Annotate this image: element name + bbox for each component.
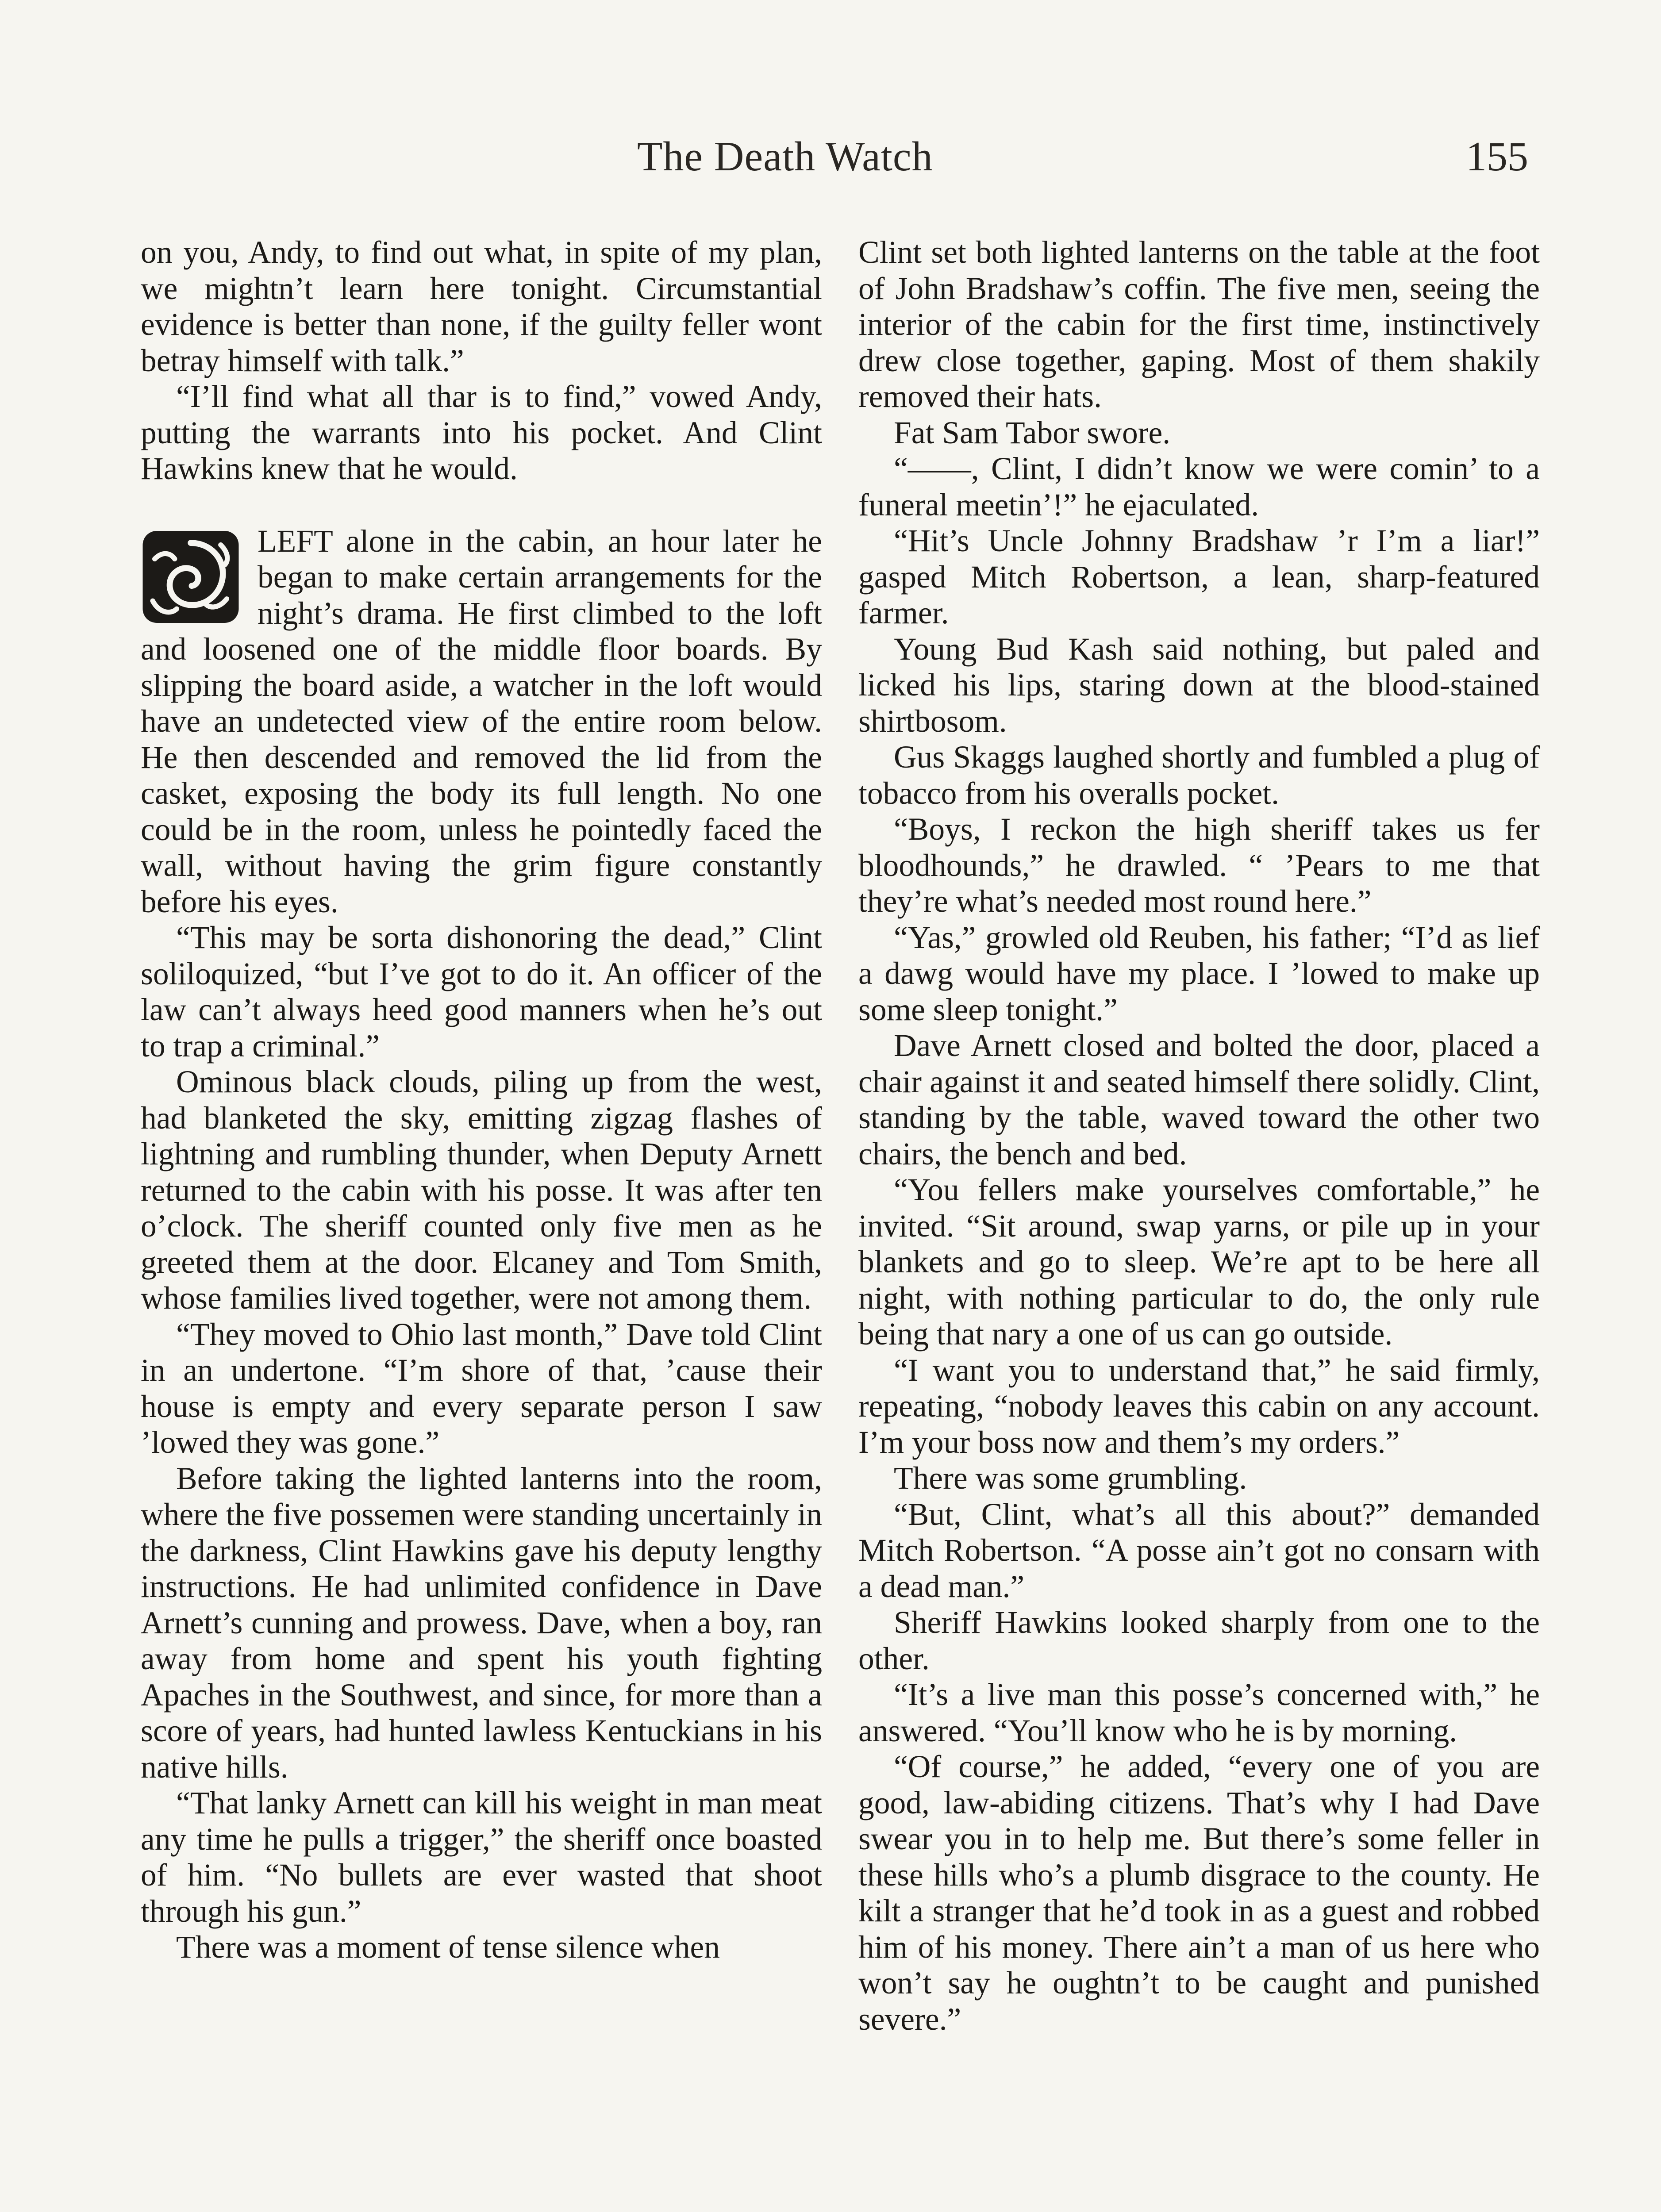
paragraph: Fat Sam Tabor swore.: [894, 415, 1171, 450]
paragraph: Young Bud Kash said nothing, but paled and licked his lips, staring down at the blood-stained shirtbosom.: [858, 631, 1540, 739]
paragraph: Sheriff Hawkins looked sharply from one to the other.: [858, 1605, 1540, 1676]
paragraph: “Boys, I reckon the high sheriff takes us fer bloodhounds,” he drawled. “ ’Pears to me that they’re what’s needed most round here.”: [858, 812, 1540, 919]
paragraph: There was some grumbling.: [894, 1461, 1247, 1496]
paragraph: Before taking the lighted lanterns into the room, where the five possemen were standing uncertainly in the darkness, Clint Hawkins gave his deputy lengthy instructions. He had unlimited confidence in Dave Arnett’s cunning and prowess. Dave, when a boy, ran away from home and spent his youth fighting Apaches in the Southwest, and since, for more than a score of years, had hunted lawless Kentuckians in his native hills.: [141, 1461, 822, 1785]
paragraph: “It’s a live man this posse’s concerned with,” he answered. “You’ll know who he is by morning.: [858, 1677, 1540, 1748]
paragraph: “That lanky Arnett can kill his weight in man meat any time he pulls a trigger,” the sheriff once boasted of him. “No bullets are ever wasted that shoot through his gun.”: [141, 1786, 822, 1929]
paragraph: Dave Arnett closed and bolted the door, placed a chair against it and seated himself there solidly. Clint, standing by the table, waved toward the other two chairs, the bench and bed.: [858, 1028, 1540, 1171]
paragraph: Gus Skaggs laughed shortly and fumbled a plug of tobacco from his overalls pocket.: [858, 740, 1540, 811]
paragraph: “——, Clint, I didn’t know we were comin’ to a funeral meetin’!” he ejaculated.: [858, 451, 1540, 522]
page-number: 155: [1466, 134, 1528, 180]
paragraph: Ominous black clouds, piling up from the west, had blanketed the sky, emitting zigzag flashes of lightning and rumbling thunder, when Deputy Arnett returned to the cabin with his posse. It was after ten o’clock. The sheriff counted only five men as he greeted them at the door. Elcaney and Tom Smith, whose families lived together, were not among them.: [141, 1064, 822, 1316]
paragraph: “This may be sorta dishonoring the dead,” Clint soliloquized, “but I’ve got to do it. An officer of the law can’t always heed good manners when he’s out to trap a criminal.”: [141, 920, 822, 1064]
section-opening: [141, 523, 822, 920]
paragraph: “But, Clint, what’s all this about?” demanded Mitch Robertson. “A posse ain’t got no consarn with a dead man.”: [858, 1497, 1540, 1604]
paragraph: There was a moment of tense silence when: [176, 1930, 720, 1965]
left-column: [141, 234, 822, 1966]
running-title: The Death Watch: [637, 134, 933, 180]
paragraph: “Yas,” growled old Reuben, his father; “I’d as lief a dawg would have my place. I ’lowed to make up some sleep tonight.”: [858, 920, 1540, 1027]
page-header: [637, 133, 1528, 195]
paragraph: “Hit’s Uncle Johnny Bradshaw ’r I’m a liar!” gasped Mitch Robertson, a lean, sharp-featured farmer.: [858, 523, 1540, 630]
paragraph: LEFT alone in the cabin, an hour later he began to make certain arrangements for the night’s drama. He first climbed to the loft and loosened one of the middle floor boards. By slipping the board aside, a watcher in the loft would have an undetected view of the entire room below. He then descended and removed the lid from the casket, exposing the body its full length. No one could be in the room, unless he pointedly faced the wall, without having the grim figure constantly before his eyes.: [141, 523, 822, 919]
swirl-ornament-icon: [141, 529, 241, 625]
paragraph: “I want you to understand that,” he said firmly, repeating, “nobody leaves this cabin on any account. I’m your boss now and them’s my orders.”: [858, 1352, 1540, 1460]
paragraph: “I’ll find what all thar is to find,” vowed Andy, putting the warrants into his pocket. And Clint Hawkins knew that he would.: [141, 379, 822, 486]
paragraph: “They moved to Ohio last month,” Dave told Clint in an undertone. “I’m shore of that, ’cause their house is empty and every separate person I saw ’lowed they was gone.”: [141, 1317, 822, 1460]
right-column: [858, 234, 1540, 2037]
paragraph: on you, Andy, to find out what, in spite of my plan, we mightn’t learn here tonight. Circumstantial evidence is better than none, if the guilty feller wont betray himself with talk.”: [141, 235, 822, 378]
paragraph: “Of course,” he added, “every one of you are good, law-abiding citizens. That’s why I had Dave swear you in to help me. But there’s some feller in these hills who’s a plumb disgrace to the county. He kilt a stranger that he’d took in as a guest and robbed him of his money. There ain’t a man of us here who won’t say he oughtn’t to be caught and punished severe.”: [858, 1749, 1540, 2037]
paragraph: Clint set both lighted lanterns on the table at the foot of John Bradshaw’s coffin. The five men, seeing the interior of the cabin for the first time, instinctively drew close together, gaping. Most of them shakily removed their hats.: [858, 235, 1540, 414]
paragraph: “You fellers make yourselves comfortable,” he invited. “Sit around, swap yarns, or pile up in your blankets and go to sleep. We’re apt to be here all night, with nothing particular to do, the only rule being that nary a one of us can go outside.: [858, 1172, 1540, 1352]
